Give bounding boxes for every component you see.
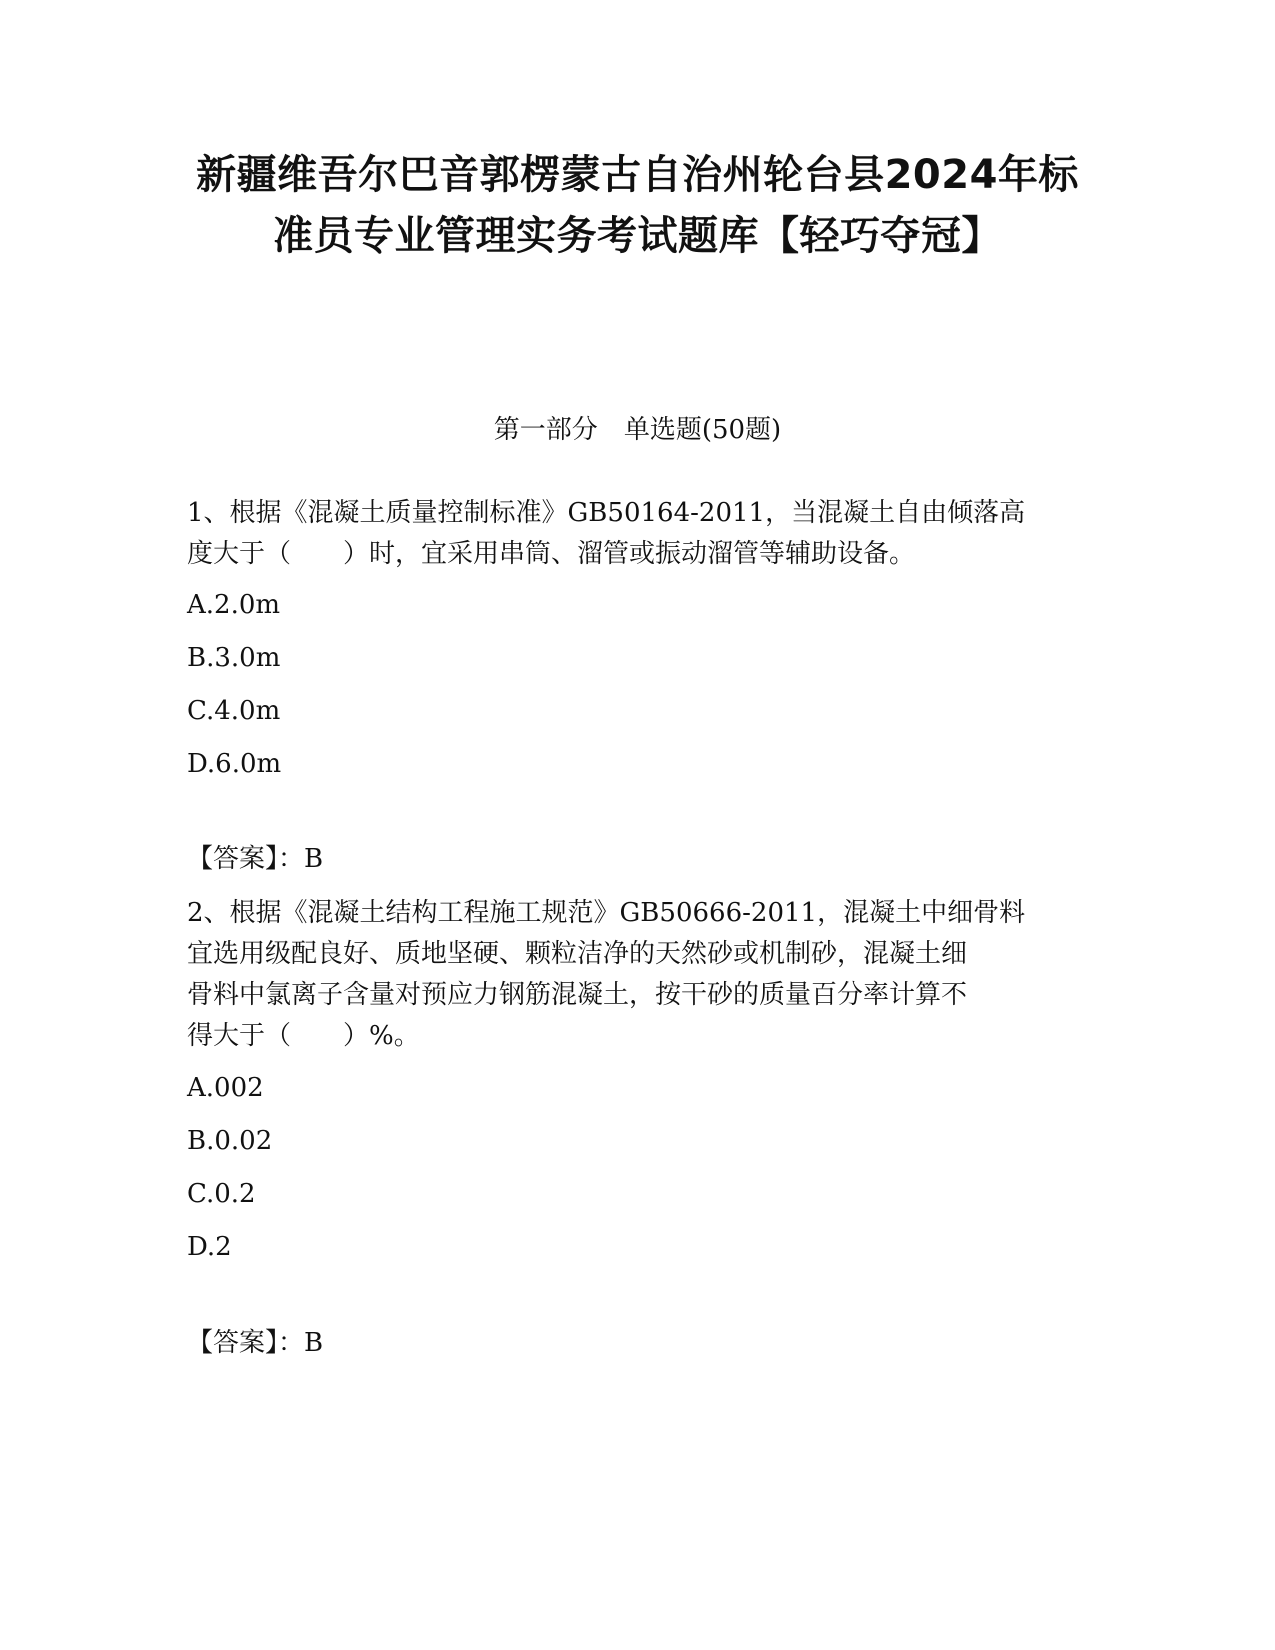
answer-value: B [304, 844, 324, 874]
question-2-line-2: 宜选用级配良好、质地坚硬、颗粒洁净的天然砂或机制砂，混凝土细 [187, 939, 968, 969]
question-1-answer [187, 841, 323, 877]
question-2-option-d: D.2 [187, 1232, 232, 1262]
question-2-line-4: 得大于（ ）%。 [187, 1021, 420, 1051]
question-2-line-1: 2、根据《混凝土结构工程施工规范》GB50666-2011，混凝土中细骨料 [187, 898, 1026, 928]
answer-label: 【答案】： [187, 844, 305, 874]
answer-value: B [304, 1328, 324, 1358]
question-1-option-c: C.4.0m [187, 696, 281, 726]
question-2-answer [187, 1325, 323, 1361]
answer-label: 【答案】： [187, 1328, 305, 1358]
question-1-line-2: 度大于（ ）时，宜采用串筒、溜管或振动溜管等辅助设备。 [187, 539, 916, 569]
question-2-line-3: 骨料中氯离子含量对预应力钢筋混凝土，按干砂的质量百分率计算不 [187, 980, 968, 1010]
question-2-option-c: C.0.2 [187, 1179, 256, 1209]
document-title-line-1: 新疆维吾尔巴音郭楞蒙古自治州轮台县2024年标 [196, 152, 1079, 198]
section-heading [0, 412, 1275, 448]
question-1-line-1: 1、根据《混凝土质量控制标准》GB50164-2011，当混凝土自由倾落高 [187, 498, 1026, 528]
question-2-option-b: B.0.02 [187, 1126, 273, 1156]
section-name-label: 单选题(50题) [623, 415, 782, 445]
document-title-line-2: 准员专业管理实务考试题库【轻巧夺冠】 [273, 213, 1002, 259]
question-2-option-a: A.002 [187, 1073, 264, 1103]
question-1-option-d: D.6.0m [187, 749, 282, 779]
question-1-option-a: A.2.0m [187, 590, 281, 620]
section-part-label: 第一部分 [493, 415, 598, 445]
question-1-option-b: B.3.0m [187, 643, 281, 673]
